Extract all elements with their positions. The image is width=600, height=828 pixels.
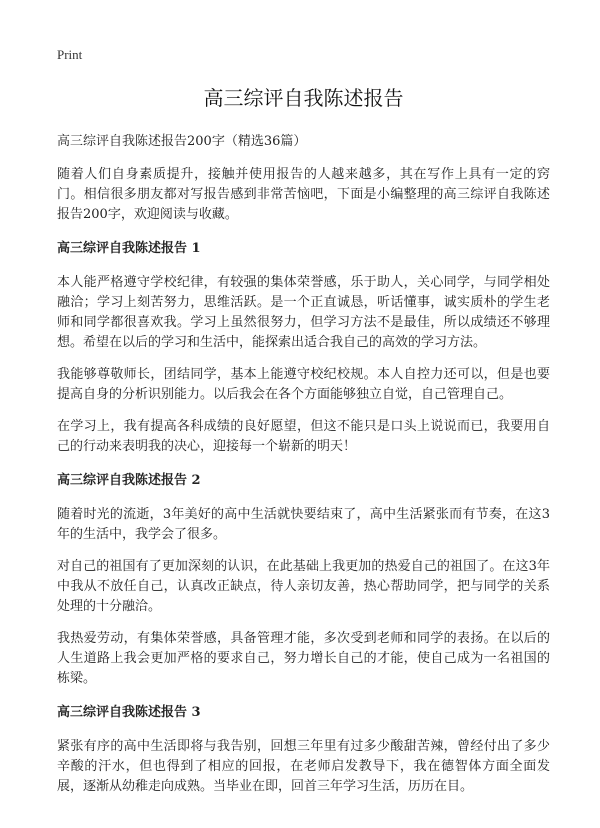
section-2-heading: 高三综评自我陈述报告 2 — [57, 473, 201, 488]
intro-paragraph: 随着人们自身素质提升，接触并使用报告的人越来越多，其在写作上具有一定的窍门。相信很多朋友都对写报告感到非常苦恼吧，下面是小编整理的高三综评自我陈述报告200字，欢迎阅读与收藏。 — [57, 167, 550, 222]
section-2-paragraph-2: 对自己的祖国有了更加深刻的认识，在此基础上我更加的热爱自己的祖国了。在这3年中我从不放任自己，认真改正缺点，待人亲切友善，热心帮助同学，把与同学的关系处理的十分融洽。 — [57, 559, 550, 614]
section-3-paragraph-1: 紧张有序的高中生活即将与我告别，回想三年里有过多少酸甜苦辣，曾经付出了多少辛酸的汗水，但也得到了相应的回报，在老师启发教导下，我在德智体方面全面发展，逐渐从幼稚走向成熟。当毕业在即，回首三年学习生活，历历在目。 — [57, 739, 550, 794]
page-title: 高三综评自我陈述报告 — [203, 86, 404, 110]
print-link[interactable]: Print — [57, 47, 83, 62]
section-1-paragraph-2: 我能够尊敬师长，团结同学，基本上能遵守校纪校规。本人自控力还可以，但是也要提高自身的分析识别能力。以后我会在各个方面能够独立自觉，自己管理自己。 — [57, 367, 550, 402]
section-1-heading: 高三综评自我陈述报告 1 — [57, 241, 201, 256]
section-1-paragraph-3: 在学习上，我有提高各科成绩的良好愿望，但这不能只是口头上说说而已，我要用自己的行动来表明我的决心，迎接每一个崭新的明天！ — [57, 419, 550, 454]
section-3-heading: 高三综评自我陈述报告 3 — [57, 705, 201, 720]
section-2-paragraph-3: 我热爱劳动，有集体荣誉感，具备管理才能，多次受到老师和同学的表扬。在以后的人生道路上我会更加严格的要求自己，努力增长自己的才能，使自己成为一名祖国的栋梁。 — [57, 631, 550, 686]
section-1-paragraph-1: 本人能严格遵守学校纪律，有较强的集体荣誉感，乐于助人，关心同学，与同学相处融洽；学习上刻苦努力，思维活跃。是一个正直诚恳，听话懂事，诚实质朴的学生老师和同学都很喜欢我。学习上虽然很努力，但学习方法不是最佳，所以成绩还不够理想。希望在以后的学习和生活中，能探索出适合我自己的高效的学习方法。 — [57, 275, 550, 350]
document-subtitle: 高三综评自我陈述报告200字（精选36篇） — [57, 134, 307, 149]
section-2-paragraph-1: 随着时光的流逝，3年美好的高中生活就快要结束了，高中生活紧张而有节奏，在这3年的生活中，我学会了很多。 — [57, 507, 550, 542]
